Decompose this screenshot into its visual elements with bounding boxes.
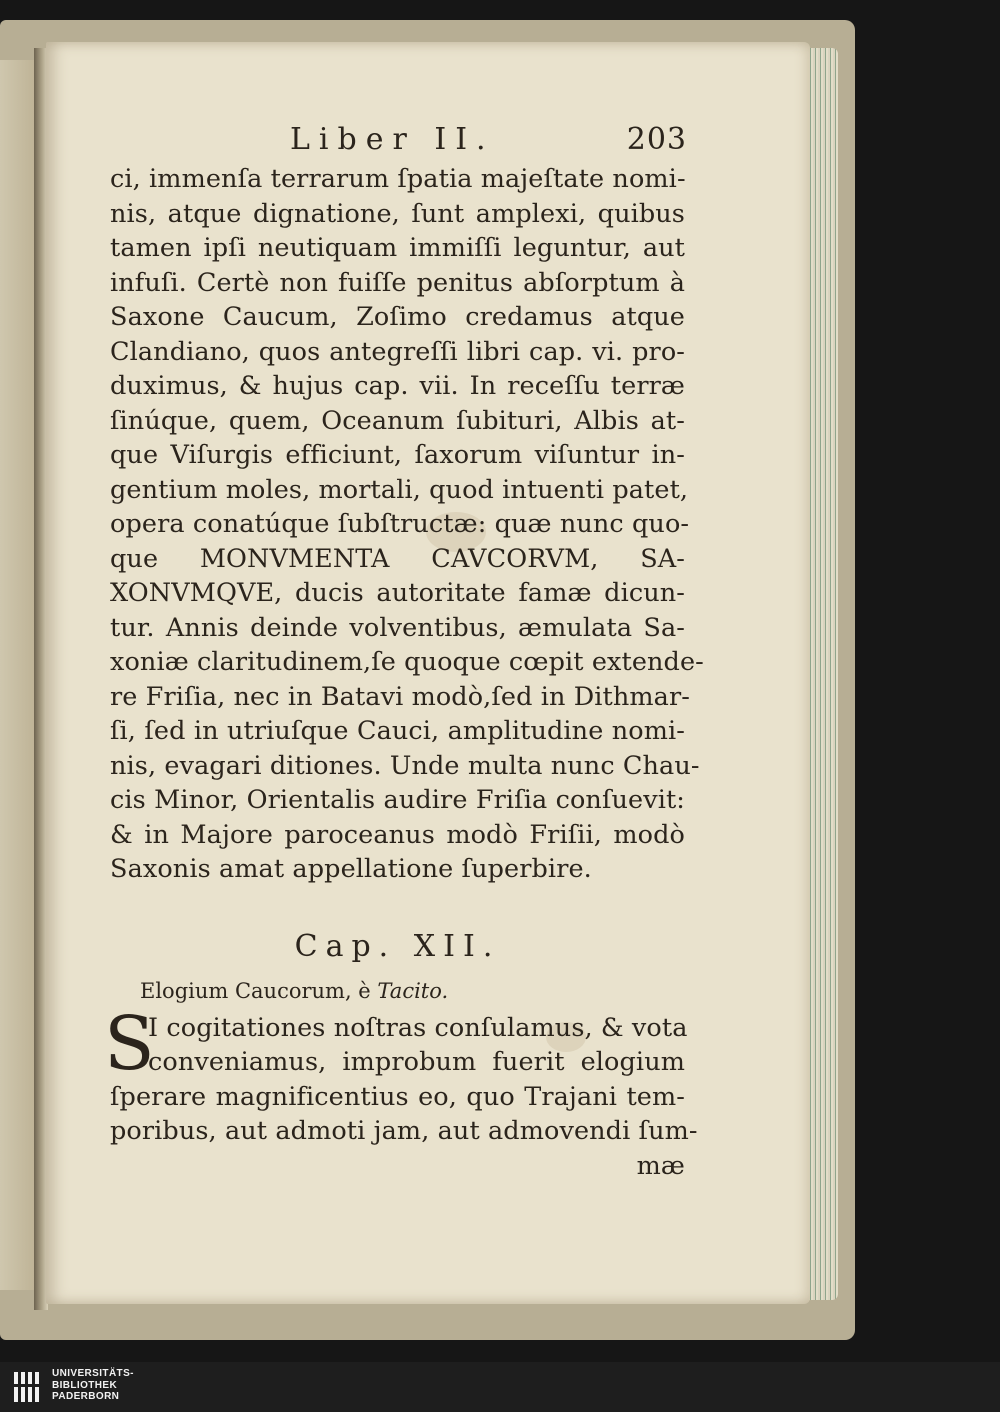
text-line: ci, immenſa terrarum ſpatia majeſtate nomi-: [110, 164, 686, 194]
library-logo-text: [52, 1368, 134, 1403]
text-line: Saxonis amat appellatione ſuperbire.: [110, 854, 592, 884]
page-text: [104, 118, 704, 1183]
text-line: ſinúque, quem, Oceanum ſubituri, Albis at-: [110, 405, 685, 436]
page-number: 203: [626, 122, 687, 157]
text-line: XONVMQVE, ducis autoritate famæ dicun-: [110, 578, 685, 608]
text-line: re Friſia, nec in Batavi modò,ſed in Dithmar-: [110, 681, 690, 712]
text-line: cis Minor, Orientalis audire Friſia conſuevit:: [110, 785, 685, 815]
running-head: [110, 118, 685, 162]
text-line: I cogitationes noſtras conſulamus, & vota: [148, 1012, 688, 1043]
logo-line: UNIVERSITÄTS-: [52, 1368, 134, 1379]
body-text: [110, 162, 704, 887]
text-line: que MONVMENTA CAVCORVM, SA-: [110, 543, 685, 574]
text-line: Saxone Caucum, Zoſimo credamus atque: [110, 302, 685, 332]
chapter-heading: Cap. XII.: [294, 928, 501, 964]
text-line: tamen ipſi neutiquam immiſſi leguntur, aut: [110, 233, 685, 263]
text-line: xoniæ claritudinem,ſe quoque cœpit extende-: [110, 647, 704, 677]
facing-page-edge: [0, 60, 34, 1290]
drop-cap: S: [104, 1000, 155, 1087]
text-line: tur. Annis deinde volventibus, æmulata Sa-: [110, 612, 685, 643]
library-logo-icon: [12, 1370, 44, 1404]
chapter-text: [104, 1000, 698, 1184]
chapter-subtitle-text: Elogium Caucorum, è: [140, 978, 371, 1003]
catchword: mæ: [636, 1150, 685, 1181]
text-line: nis, atque dignatione, ſunt amplexi, quibus: [110, 198, 685, 229]
footer-bar: [0, 1362, 1000, 1412]
text-line: ſperare magnificentius eo, quo Trajani tem-: [110, 1081, 685, 1112]
text-line: opera conatúque ſubſtructæ: quæ nunc quo-: [110, 509, 690, 539]
text-line: infuſi. Certè non fuiſſe penitus abſorptum à: [110, 267, 685, 298]
text-line: & in Majore paroceanus modò Friſii, modò: [110, 819, 685, 850]
text-line: poribus, aut admoti jam, aut admovendi ſum-: [110, 1116, 698, 1146]
page-fore-edge: [808, 48, 838, 1300]
logo-line: PADERBORN: [52, 1391, 120, 1402]
text-line: conveniamus, improbum fuerit elogium: [148, 1047, 685, 1077]
text-line: nis, evagari ditiones. Unde multa nunc Chau-: [110, 750, 700, 781]
text-line: ſi, ſed in utriuſque Cauci, amplitudine nomi-: [110, 716, 685, 746]
text-line: duximus, & hujus cap. vii. In receſſu terræ: [110, 371, 685, 401]
text-line: que Viſurgis efficiunt, ſaxorum viſuntur in-: [110, 440, 685, 470]
chapter-subtitle: [110, 975, 685, 1011]
logo-line: BIBLIOTHEK: [52, 1379, 118, 1391]
chapter-subtitle-source: Tacito.: [377, 978, 449, 1003]
running-head-title: Liber II.: [290, 122, 495, 157]
text-line: gentium moles, mortali, quod intuenti patet,: [110, 474, 689, 505]
text-line: Clandiano, quos antegreſſi libri cap. vi. pro-: [110, 336, 685, 367]
